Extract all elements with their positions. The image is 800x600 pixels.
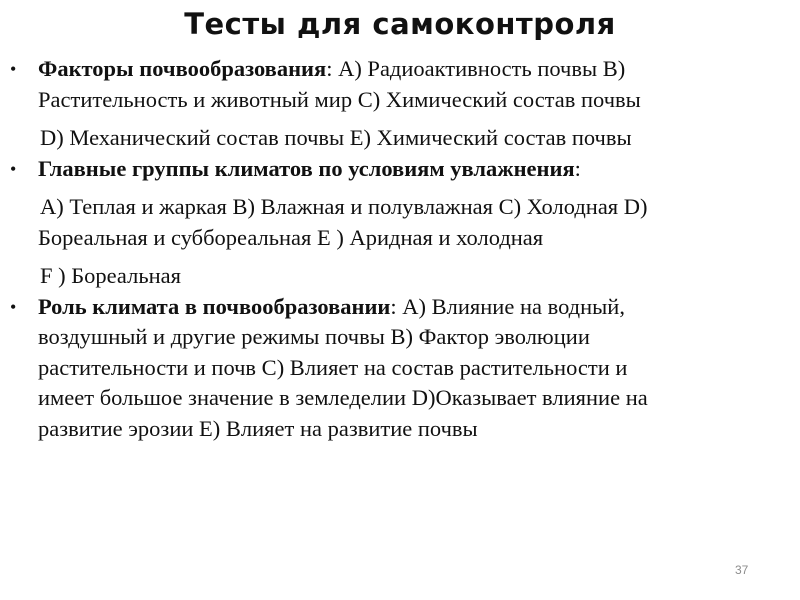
- page-number: 37: [735, 563, 749, 577]
- list-item-climate-role: [10, 292, 760, 445]
- text-line: D) Механический состав почвы Е) Химический состав почвы: [40, 125, 632, 150]
- text-line: растительности и почв С) Влияет на состав растительности и: [38, 354, 628, 380]
- text-line: F ) Бореальная: [40, 263, 181, 288]
- bullet-icon: •: [10, 59, 17, 79]
- text-line: [38, 154, 760, 185]
- list-item-soil-factors: [10, 54, 760, 154]
- slide-title: Тесты для самоконтроля: [184, 7, 616, 41]
- item-heading: Факторы почвообразования: [38, 56, 327, 81]
- item-text: :: [574, 155, 581, 181]
- text-line: развитие эрозии Е) Влияет на развитие почвы: [38, 415, 478, 441]
- item-heading: Роль климата в почвообразовании: [38, 293, 391, 319]
- list-item-climate-groups: [10, 154, 760, 292]
- text-line: воздушный и другие режимы почвы В) Фактор эволюции: [38, 324, 590, 349]
- text-line: [38, 292, 760, 323]
- item-heading: Главные группы климатов по условиям увлажнения: [38, 155, 575, 181]
- item-text: : А) Радиоактивность почвы В): [326, 56, 626, 81]
- slide-content: [10, 54, 760, 444]
- item-text: : А) Влияние на водный,: [390, 293, 625, 319]
- text-line: Растительность и животный мир С) Химический состав почвы: [38, 86, 641, 112]
- bullet-icon: •: [10, 296, 17, 317]
- text-line: имеет большое значение в земледелии D)Оказывает влияние на: [38, 385, 648, 410]
- bullet-icon: •: [10, 158, 17, 179]
- text-line: [38, 54, 760, 85]
- text-line: А) Теплая и жаркая В) Влажная и полувлажная С) Холодная D): [40, 194, 648, 219]
- text-line: Бореальная и суббореальная Е ) Аридная и холодная: [38, 224, 544, 250]
